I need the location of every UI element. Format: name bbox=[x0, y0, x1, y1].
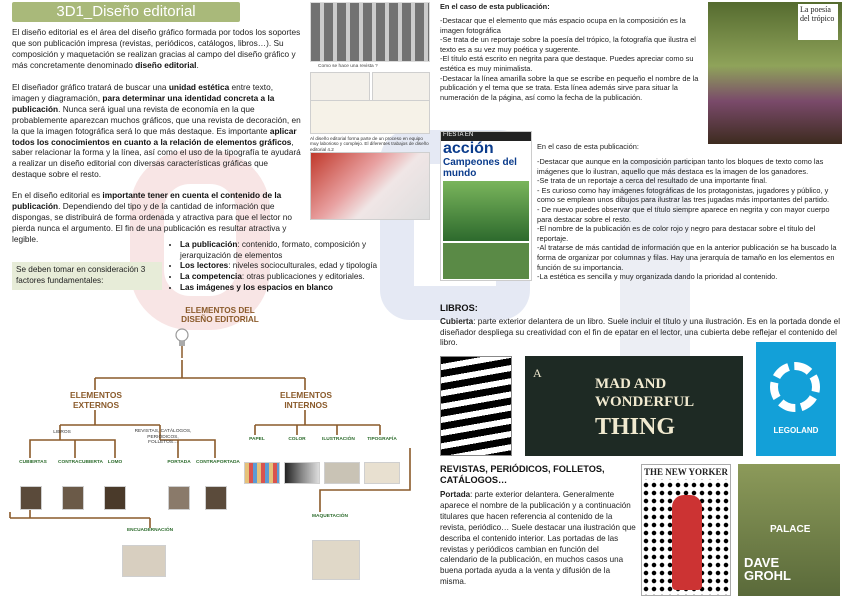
players-photo bbox=[443, 181, 529, 241]
caption-how-magazine: Como se hace una revista ? bbox=[318, 64, 378, 69]
revistas-text: Portada: parte exterior delantera. Generalmente aparece el nombre de la publicación y a continuación titulares que hacen referencia al contenido de la revista, periódico… Suele destacar una ilustración que describa el contenido interior. Las portadas de las revistas y periódicos cambian en función del calendario de la publicación, en muchos casos una buena portada ayuda a la venta y difusión de la misma. bbox=[440, 490, 636, 587]
book-cover-legoland bbox=[756, 342, 836, 456]
int-papel: PAPEL bbox=[249, 437, 265, 442]
new-yorker-cover bbox=[641, 464, 731, 596]
newspaper-masthead: FIESTA EN bbox=[441, 132, 531, 141]
dave-grohl-name: DAVE GROHL bbox=[744, 555, 791, 583]
tropico-magazine-photo bbox=[708, 2, 842, 144]
maquetacion-label: MAQUETACIÓN bbox=[312, 514, 348, 519]
case1-text: -Destacar que el elemento que más espacio ocupa en la composición es la imagen fotográfica -Se trata de un reportaje sobre la poesía del trópico, la fotografía que ilustra el texto es a su vez muy poética y sugerente. -El título está escrito en negrita para que destaque. Puedes apreciar como su estética es muy minimalista. -Destacar la línea amarilla sobre la que se escribe en pequeño el nombre de la publicación y el tema que se trata. Esta línea además sirve para situar la numeración de la página, así como la fecha de la publicación. bbox=[440, 16, 699, 102]
encuadernacion-label: ENCUADERNACIÓN bbox=[126, 528, 174, 533]
factor-item: • Las imágenes y los espacios en blanco bbox=[180, 283, 406, 294]
int-color: COLOR bbox=[288, 437, 306, 442]
case2-text: -Destacar que aunque en la composición participan tanto los bloques de texto como las imágenes que lo ilustran, aquello que más destaca es la imagen de los ganadores. -Se trata de un reportaje a cerca del resultado de una importante final. - Es curioso como hay imágenes fotográficas de los protagonistas, jugadores y público, y como se emplean unos dibujos para ilustrar las tres jugadas más importantes del partido. - De nuevo puedes observar que el título siempre aparece en negrita y con mayor cuerpo para destacar sobre el resto. -El nombre de la publicación es de color rojo y negro para destacar sobre el título del reportaje. -Al tratarse de más cantidad de información que en la anterior publicación se ha buscado la forma de organizar por columnas y filas. Hay una jerarquía de tamaño en los elementos en función de su importancia. -La estética es sencilla y muy organizada dando la prioridad al contenido. bbox=[537, 157, 837, 282]
palace-magazine-cover bbox=[738, 464, 840, 596]
palace-title: PALACE bbox=[770, 524, 811, 535]
sub-contracubierta: CONTRACUBIERTA bbox=[58, 460, 103, 465]
revistas-heading: REVISTAS, PERIÓDICOS, FOLLETOS, CATÁLOGOS… bbox=[440, 464, 605, 485]
int-ilustracion: ILUSTRACIÓN bbox=[322, 437, 355, 442]
unity-paragraph: El diseñador gráfico tratará de buscar una unidad estética entre texto, imagen y diagramación, para determinar una identidad concreta a la publicación. Nunca será igual una revista de economía en la que probablemente aparezcan muchos gráficos, que una revista de decoración, en la que la imagen fotográfica será lo que más destaque. Es importante aplicar todos los conocimientos en cuanto a la relación de elementos gráficos, saber relacionar la forma y la línea, así como el uso de la tipografía te ayudará a realizar un diseño editorial con diversas características gráficas que destaque sobre el resto. bbox=[12, 82, 301, 180]
factor-item: • La competencia: otras publicaciones y editoriales. bbox=[180, 272, 406, 283]
paper-swatch bbox=[244, 462, 280, 484]
libros-heading: LIBROS: bbox=[440, 303, 478, 313]
layout-thumb bbox=[312, 540, 360, 580]
color-swatch bbox=[284, 462, 320, 484]
binding-thumb bbox=[122, 545, 166, 577]
diagram-title: ELEMENTOS DEL DISEÑO EDITORIAL bbox=[181, 306, 259, 324]
newspaper-cover bbox=[440, 131, 532, 281]
illustration-swatch bbox=[324, 462, 360, 484]
ext-item-revistas: REVISTAS, CATÁLOGOS, PERIÓDICOS, FOLLETOS… bbox=[134, 429, 192, 446]
int-tipografia: TIPOGRAFÍA bbox=[367, 437, 397, 442]
factor-item: • Los lectores: niveles socioculturales, edad y tipología bbox=[180, 261, 406, 272]
book-title-line: THING bbox=[595, 414, 676, 440]
book-back-thumb bbox=[62, 486, 84, 510]
book-cover-stripes bbox=[440, 356, 512, 456]
book-title-line: WONDERFUL bbox=[595, 394, 695, 410]
sub-cubiertas: CUBIERTAS bbox=[19, 460, 47, 465]
book-title-line: A bbox=[533, 366, 542, 380]
case2-heading: En el caso de esta publicación: bbox=[537, 142, 639, 151]
typography-swatch bbox=[364, 462, 400, 484]
magazine-cover-thumb bbox=[168, 486, 190, 510]
factors-note: Se deben tomar en consideración 3 factores fundamentales: bbox=[12, 262, 162, 290]
sub-portada: PORTADA bbox=[167, 460, 191, 465]
ribbon-graphic bbox=[770, 362, 820, 412]
sub-lomo: LOMO bbox=[107, 460, 123, 465]
externos-label: ELEMENTOS EXTERNOS bbox=[70, 390, 122, 410]
intro-paragraph: El diseño editorial es el área del diseño gráfico formada por todos los soportes que son publicación impresa (revistas, periódicos, catálogos, libros…). Su composición y maquetación se realizan gracias al campo del diseño gráfico y más concretamente denominado diseño editorial. bbox=[12, 27, 301, 70]
book-cover-thumb bbox=[20, 486, 42, 510]
content-paragraph: En el diseño editorial es importante tener en cuenta el contenido de la publicación. Dependiendo del tipo y de la cantidad de información que dispongas, se distribuirá de forma ordenada y atractiva para que el lector no pierda nunca el argumento. El fin de una publicación es resultar atractiva y legible. bbox=[12, 190, 292, 244]
factor-item: • La publicación: contenido, formato, composición y jerarquización de elementos bbox=[180, 240, 406, 261]
newspaper-name: acción bbox=[443, 140, 494, 157]
figure-illustration bbox=[672, 495, 702, 590]
book-title-line: MAD AND bbox=[595, 376, 667, 392]
newspaper-headline: Campeones del mundo bbox=[443, 157, 517, 179]
book-spine-thumb bbox=[104, 486, 126, 510]
case1-heading: En el caso de esta publicación: bbox=[440, 2, 550, 11]
internos-label: ELEMENTOS INTERNOS bbox=[280, 390, 332, 410]
ext-item-libros: LIBROS bbox=[53, 430, 71, 435]
magazine-back-thumb bbox=[205, 486, 227, 510]
sub-contraportada: CONTRAPORTADA bbox=[196, 460, 240, 465]
tropico-title: La poesía del trópico bbox=[798, 4, 838, 40]
book-cover-mad-wonderful bbox=[525, 356, 743, 456]
legoland-text: LEGOLAND bbox=[773, 426, 819, 435]
new-yorker-title: THE NEW YORKER bbox=[643, 467, 728, 477]
match-photo bbox=[443, 243, 529, 279]
libros-text: Cubierta: parte exterior delantera de un libro. Suele incluir el título y una ilustración. Es en la portada donde el diseñador despliega su creatividad con el fin de epatar en el lector, una cubierta debe reflejar el contenido del libro. bbox=[440, 317, 841, 348]
caption-editorial-process: Al diseño editorial forma parte de un proceso en equipo muy laborioso y complejo. El diferentes trabajos de diseño editorial 4.2 bbox=[310, 136, 429, 152]
page-title: 3D1_Diseño editorial bbox=[12, 2, 240, 22]
